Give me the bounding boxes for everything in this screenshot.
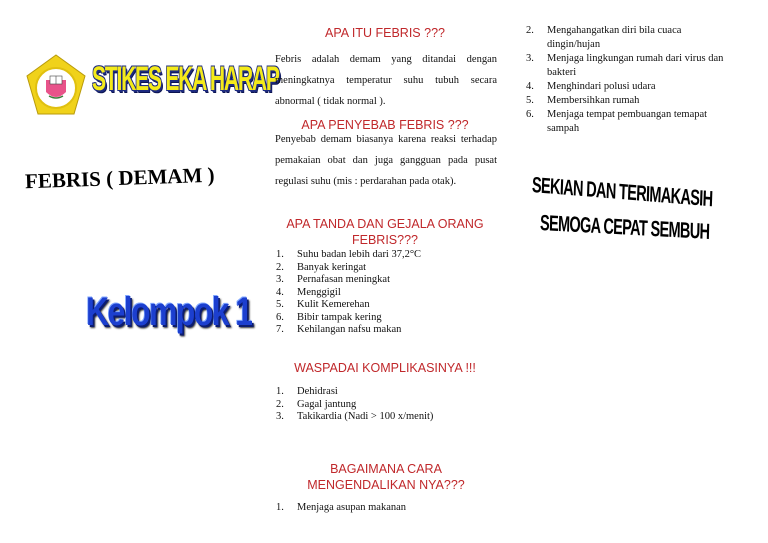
list-item: 3. Pernafasan meningkat	[276, 274, 391, 285]
definition-paragraph: Febris adalah demam yang ditandai dengan meningkatnya temperatur suhu tubuh secara abnormal ( tidak normal ).	[275, 54, 497, 107]
closing-thanks: SEKIAN DAN TERIMAKASIH	[531, 172, 713, 212]
group-label: Kelompok 1	[86, 290, 252, 334]
heading-what-is-febris: APA ITU FEBRIS ???	[325, 26, 445, 40]
cover-panel	[0, 0, 279, 543]
heading-control: BAGAIMANA CARA MENGENDALIKAN NYA???	[307, 462, 465, 492]
list-item: 1. Suhu badan lebih dari 37,2°C	[276, 249, 422, 260]
list-item: 2. Mengahangatkan diri bila cuaca dingin/hujan	[526, 25, 682, 50]
list-item: 4. Menghindari polusi udara	[526, 81, 656, 92]
list-item: 2. Gagal jantung	[276, 398, 357, 410]
causes-paragraph: Penyebab demam biasanya karena reaksi terhadap pemakaian obat dan juga gangguan pada pusat regulasi suhu (mis : perdarahan pada otak).	[275, 134, 497, 187]
closing-panel	[520, 0, 768, 543]
closing-wish: SEMOGA CEPAT SEMBUH	[539, 210, 710, 244]
complications-list	[270, 386, 433, 424]
control-list-continued	[520, 24, 760, 136]
list-item: 6. Menjaga tempat pembuangan temapat sampah	[526, 109, 708, 134]
control-list	[270, 502, 406, 515]
list-item: 3. Takikardia (Nadi > 100 x/menit)	[276, 411, 434, 422]
heading-causes: APA PENYEBAB FEBRIS ???	[301, 118, 469, 132]
list-item: 2. Banyak keringat	[276, 261, 367, 273]
list-item: 5. Kulit Kemerehan	[276, 299, 370, 310]
page-title: FEBRIS ( DEMAM )	[24, 162, 215, 194]
heading-complications: WASPADAI KOMPLIKASINYA !!!	[294, 361, 476, 375]
list-item: 1. Menjaga asupan makanan	[276, 502, 407, 513]
list-item: 5. Membersihkan rumah	[526, 95, 640, 106]
list-item: 3. Menjaga lingkungan rumah dari virus dan bakteri	[526, 53, 724, 78]
symptoms-list	[270, 249, 421, 337]
brand-name: STIKES EKA HARAP	[92, 60, 279, 98]
heading-symptoms: APA TANDA DAN GEJALA ORANG FEBRIS???	[286, 217, 484, 247]
list-item: 4. Menggigil	[276, 286, 341, 298]
list-item: 6. Bibir tampak kering	[276, 311, 382, 323]
info-panel	[270, 0, 500, 543]
stikes-logo-icon	[22, 52, 90, 120]
list-item: 1. Dehidrasi	[276, 386, 338, 397]
list-item: 7. Kehilangan nafsu makan	[276, 324, 402, 335]
